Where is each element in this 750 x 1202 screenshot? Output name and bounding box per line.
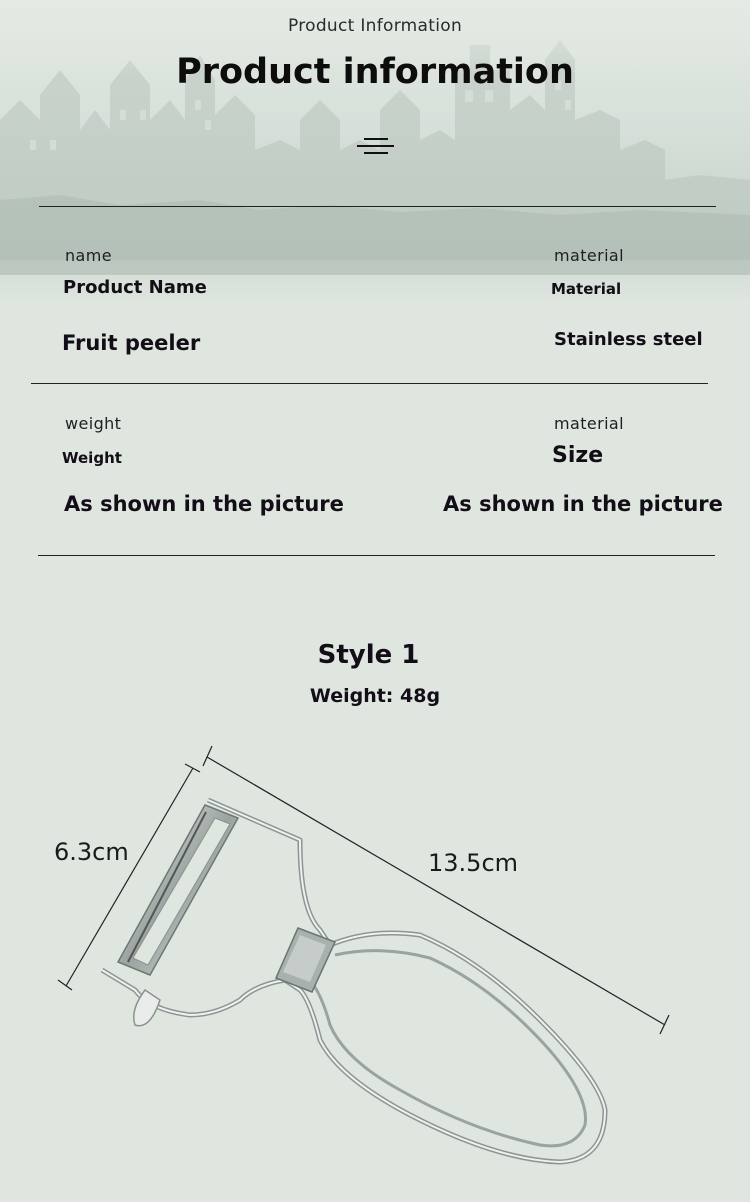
- style-title: Style 1: [317, 640, 420, 670]
- weight-title: Weight: [62, 449, 122, 467]
- peeler-product-image: [0, 730, 750, 1202]
- divider-bottom: [38, 555, 715, 556]
- name-label: name: [65, 246, 112, 265]
- product-name-title: Product Name: [63, 277, 207, 298]
- material-title: Material: [551, 280, 622, 298]
- size-title: Size: [552, 443, 604, 468]
- material-label: material: [554, 246, 624, 265]
- length-dimension-label: 13.5cm: [428, 849, 519, 877]
- dimension-lines: [58, 746, 669, 1034]
- size-label: material: [554, 414, 624, 433]
- divider-middle: [31, 383, 708, 384]
- width-dimension-label: 6.3cm: [54, 838, 129, 866]
- product-name-value: Fruit peeler: [62, 331, 201, 355]
- divider-top: [39, 206, 716, 207]
- weight-label: weight: [65, 414, 122, 433]
- material-value: Stainless steel: [554, 329, 703, 350]
- weight-value: As shown in the picture: [64, 492, 344, 516]
- section-subtitle: Product Information: [287, 16, 463, 36]
- size-value: As shown in the picture: [443, 492, 723, 516]
- style-weight: Weight: 48g: [309, 685, 441, 707]
- menu-lines-icon: [357, 136, 394, 156]
- page-title: Product information: [176, 52, 574, 92]
